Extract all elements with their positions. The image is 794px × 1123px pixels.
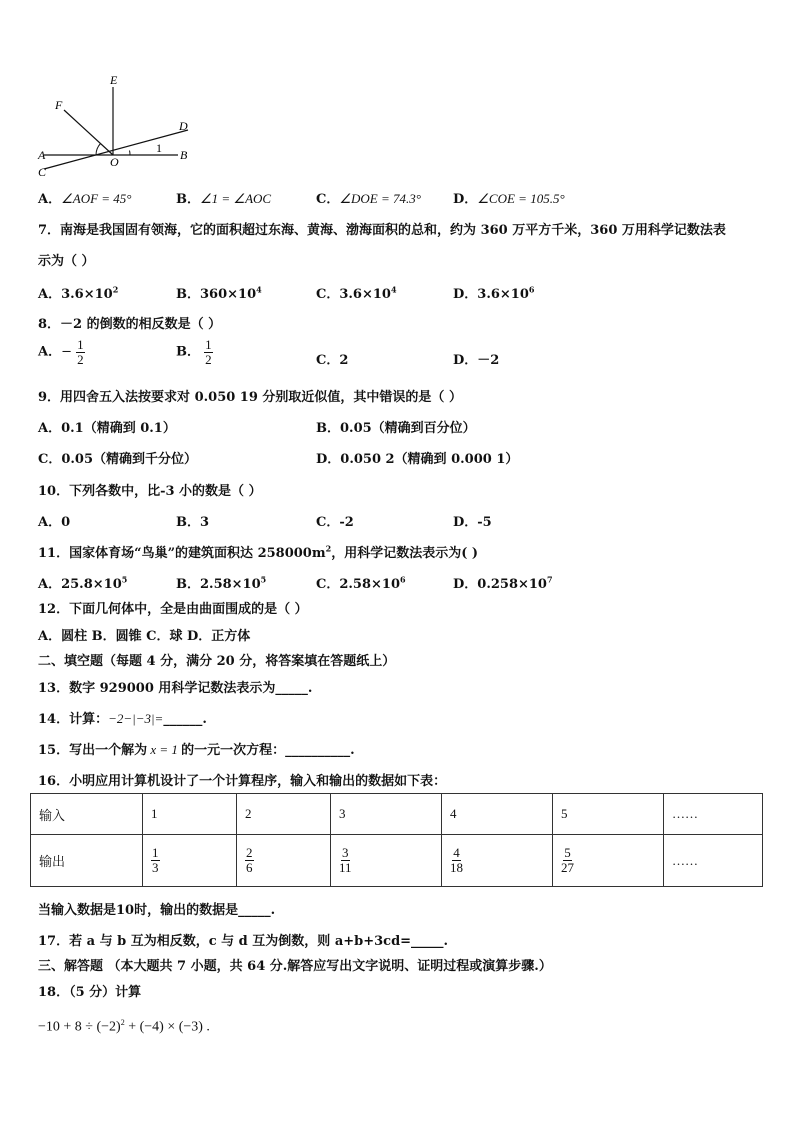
label-B: B — [180, 148, 188, 162]
q6-option-b: B．∠1 = ∠AOC — [176, 191, 272, 207]
q16-followup: 当输入数据是10时，输出的数据是_____. — [38, 903, 276, 918]
output-cell: $\frac{4}{18}$ — [442, 835, 553, 887]
input-cell: 2 — [237, 794, 331, 835]
q8-option-d: D．－2 — [453, 353, 500, 368]
label-F: F — [55, 98, 63, 112]
output-cell: $\frac{3}{11}$ — [331, 835, 442, 887]
q7-option-b: B．$360\times 10^4$ — [176, 284, 262, 302]
label-O: O — [110, 155, 119, 169]
input-cell: …… — [664, 794, 763, 835]
fraction: $\frac{1}{2}$ — [77, 337, 84, 367]
input-cell: 1 — [143, 794, 237, 835]
q15-stem: 15．写出一个解为 x = 1 的一元一次方程：__________. — [38, 742, 355, 758]
q10-option-b: B．3 — [176, 515, 210, 530]
q9-option-c: C．0.05（精确到千分位） — [38, 452, 198, 467]
q10-option-d: D．-5 — [453, 515, 492, 530]
q7-option-d: D．$3.6\times 10^6$ — [453, 284, 535, 302]
output-cell: $\frac{5}{27}$ — [553, 835, 664, 887]
q7-option-a: A．$3.6\times 10^2$ — [38, 284, 119, 302]
q16-stem: 16．小明应用计算机设计了一个计算程序，输入和输出的数据如下表： — [38, 774, 447, 789]
q11-option-c: C．$2.58\times 10^6$ — [316, 574, 406, 592]
q7-option-c: C．$3.6\times 10^4$ — [316, 284, 397, 302]
q18-expression: $-10 + 8 \div (-2)^2 + (-4) \times (-3)$ . — [38, 1018, 210, 1035]
q13-stem: 13．数字 929000 用科学记数法表示为_____. — [38, 681, 313, 696]
output-cell: $\frac{1}{3}$ — [143, 835, 237, 887]
q9-option-d: D．0.050 2（精确到 0.000 1） — [316, 452, 519, 467]
label-1: 1 — [156, 141, 162, 155]
q14-stem: 14．计算：−2−|−3|=______. — [38, 711, 207, 727]
q11-stem: 11．国家体育场“鸟巢”的建筑面积达 $258000m^2$，用科学记数法表示为( ) — [38, 543, 479, 561]
q17-stem: 17．若 a 与 b 互为相反数，c 与 d 互为倒数，则 a+b+3cd=_____. — [38, 934, 449, 949]
q6-option-d: D．∠COE = 105.5° — [453, 191, 565, 207]
q9-option-a: A．0.1（精确到 0.1） — [38, 421, 176, 436]
label-C: C — [38, 165, 47, 179]
table-row-input — [31, 794, 763, 835]
output-label-cell: 输出 — [31, 835, 143, 887]
q6-option-c: C．∠DOE = 74.3° — [316, 191, 421, 207]
input-cell: 5 — [553, 794, 664, 835]
output-cell: $\frac{2}{6}$ — [237, 835, 331, 887]
q11-option-a: A．$25.8\times 10^5$ — [38, 574, 128, 592]
label-A: A — [38, 148, 46, 162]
q18-stem: 18．（5 分）计算 — [38, 985, 142, 1000]
label-E: E — [110, 73, 118, 87]
input-label-cell: 输入 — [31, 794, 143, 835]
label-D: D — [179, 119, 188, 133]
q10-stem: 10．下列各数中，比-3 小的数是（ ） — [38, 484, 262, 499]
q11-option-d: D．$0.258\times 10^7$ — [453, 574, 553, 592]
input-cell: 3 — [331, 794, 442, 835]
q12-stem: 12．下面几何体中，全是由曲面围成的是（ ） — [38, 602, 308, 617]
q9-stem: 9．用四舍五入法按要求对 0.050 19 分别取近似值，其中错误的是（ ） — [38, 390, 462, 405]
q8-stem: 8．－2 的倒数的相反数是（ ） — [38, 317, 222, 332]
angle-figure — [30, 70, 210, 185]
q8-option-a: A．− $\frac{1}{2}$ — [38, 337, 84, 367]
section-3-heading: 三、解答题 （本大题共 7 小题，共 64 分.解答应写出文字说明、证明过程或演算步骤.） — [38, 959, 552, 974]
q9-option-b: B．0.05（精确到百分位） — [316, 421, 476, 436]
input-cell: 4 — [442, 794, 553, 835]
q12-options: A．圆柱 B．圆锥 C．球 D．正方体 — [38, 629, 251, 644]
q7-stem-line2: 示为（ ） — [38, 254, 95, 269]
output-cell: …… — [664, 835, 763, 887]
q7-stem-line1: 7．南海是我国固有领海，它的面积超过东海、黄海、渤海面积的总和，约为 360 万平方千米，360 万用科学记数法表 — [38, 223, 726, 238]
io-table — [30, 793, 763, 887]
q10-option-c: C．-2 — [316, 515, 354, 530]
q8-option-c: C．2 — [316, 353, 349, 368]
angle-diagram — [30, 70, 210, 185]
q10-option-a: A．0 — [38, 515, 71, 530]
fraction: $\frac{1}{2}$ — [205, 337, 212, 367]
section-2-heading: 二、填空题（每题 4 分，满分 20 分，将答案填在答题纸上） — [38, 654, 396, 669]
table-row-output — [31, 835, 763, 887]
q11-option-b: B．$2.58\times 10^5$ — [176, 574, 267, 592]
q8-option-b: B． $\frac{1}{2}$ — [176, 337, 212, 367]
q6-option-a: A．∠AOF = 45° — [38, 191, 132, 207]
